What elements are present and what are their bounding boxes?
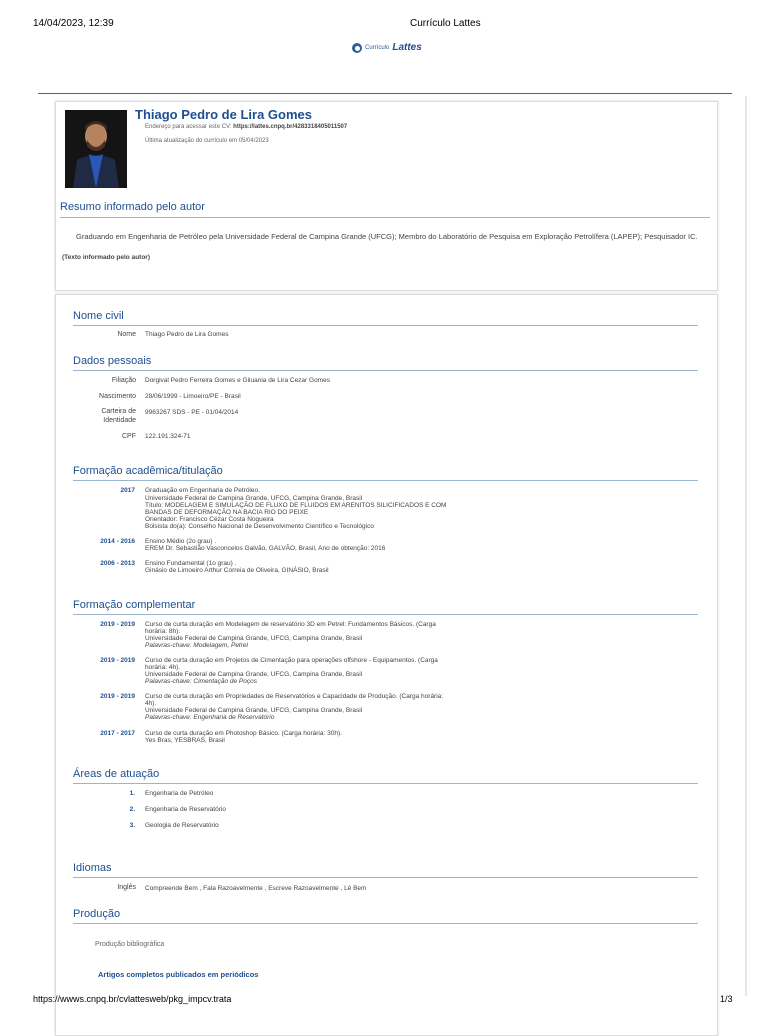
filiation-label: Filiação <box>111 377 136 384</box>
personal-divider <box>73 370 698 371</box>
birth-label: Nascimento <box>99 393 136 400</box>
area-item: Geologia de Reservatório <box>145 822 219 829</box>
course-line: horária: 4h). <box>145 664 181 671</box>
languages-title: Idiomas <box>73 862 112 874</box>
edu-line: Ginásio de Limoeiro Arthur Correia de Oliveira, GINÁSIO, Brasil <box>145 567 329 574</box>
course-line: Curso de curta duração em Photoshop Básico. (Carga horária: 30h). <box>145 730 342 737</box>
civil-name-title: Nome civil <box>73 310 124 322</box>
civil-name-divider <box>73 325 698 326</box>
print-title: Currículo Lattes <box>410 18 481 29</box>
cpf-value: 122.191.324-71 <box>145 433 191 440</box>
course-line: Universidade Federal de Campina Grande, UFCG, Campina Grande, Brasil <box>145 635 363 642</box>
language-value: Compreende Bem , Fala Razoavelmente , Escreve Razoavelmente , Lê Bem <box>145 885 367 892</box>
production-subtitle: Produção bibliográfica <box>95 941 165 948</box>
scrollbar[interactable] <box>745 96 747 996</box>
production-title: Produção <box>73 908 121 920</box>
course-keywords: Palavras-chave: Cimentação de Poços <box>145 678 258 685</box>
edu-line: Bolsista do(a): Conselho Nacional de Desenvolvimento Científico e Tecnológico <box>145 523 374 530</box>
civil-name-value: Thiago Pedro de Lira Gomes <box>145 331 229 338</box>
summary-text: Graduando em Engenharia de Petróleo pela Universidade Federal de Campina Grande (UFCG); Membro do Laboratório de Pesquisa em Exploração Petrolífera (LAPEP); Pesquisador IC. <box>76 232 698 241</box>
cv-address-label: Endereço para acessar este CV: <box>145 124 232 130</box>
area-number: 2. <box>129 806 135 813</box>
id-value: 9963267 SDS - PE - 01/04/2014 <box>145 409 239 416</box>
summary-title: Resumo informado pelo autor <box>60 201 205 213</box>
area-item: Engenharia de Reservatório <box>145 806 226 813</box>
birth-value: 28/06/1999 - Limoeiro/PE - Brasil <box>145 393 241 400</box>
edu-line: Graduação em Engenharia de Petróleo. <box>145 487 260 494</box>
lattes-logo[interactable] <box>352 42 422 53</box>
cv-address <box>145 124 347 130</box>
languages-divider <box>73 877 698 878</box>
area-number: 1. <box>129 790 135 797</box>
print-datetime: 14/04/2023, 12:39 <box>33 18 114 29</box>
edu-line: Orientador: Francisco Cézar Costa Nogueira <box>145 516 274 523</box>
summary-divider <box>60 217 710 218</box>
production-divider <box>73 923 698 924</box>
cv-address-link[interactable]: https://lattes.cnpq.br/4283318405011507 <box>233 124 348 130</box>
edu-line: Título: MODELAGEM E SIMULAÇÃO DE FLUXO DE FLUIDOS EM ARENITOS SILICIFICADOS E COM <box>145 502 447 509</box>
complementary-title: Formação complementar <box>73 599 196 611</box>
last-update: Última atualização do currículo em 05/04/2023 <box>145 138 269 144</box>
logo-small-text: Currículo <box>365 44 390 51</box>
complementary-divider <box>73 614 698 615</box>
course-line: horária: 8h). <box>145 628 181 635</box>
course-keywords: Palavras-chave: Engenharia de Reservatório <box>145 714 275 721</box>
lattes-logo-icon <box>352 43 362 53</box>
id-label-1: Carteira de <box>101 408 136 415</box>
edu-years: 2017 <box>120 487 135 494</box>
area-number: 3. <box>129 822 135 829</box>
language-label: Inglês <box>117 884 136 891</box>
id-label-2: Identidade <box>103 417 136 424</box>
logo-big-text: Lattes <box>392 42 422 53</box>
footer-page: 1/3 <box>720 994 733 1004</box>
course-line: 4h). <box>145 700 157 707</box>
course-line: Curso de curta duração em Propriedades de Reservatórios e Capacidade de Produção. (Carga horária: <box>145 693 444 700</box>
personal-title: Dados pessoais <box>73 355 152 367</box>
areas-divider <box>73 783 698 784</box>
course-line: Curso de curta duração em Projetos de Cimentação para operações offshore - Equipamentos. (Carga <box>145 657 438 664</box>
footer-url: https://wwws.cnpq.br/cvlattesweb/pkg_impcv.trata <box>33 994 232 1004</box>
edu-line: BANDAS DE DEFORMAÇÃO NA BACIA RIO DO PEIXE <box>145 509 309 516</box>
summary-note: (Texto informado pelo autor) <box>62 254 150 261</box>
course-line: Universidade Federal de Campina Grande, UFCG, Campina Grande, Brasil <box>145 671 363 678</box>
production-articles-link[interactable]: Artigos completos publicados em periódicos <box>98 970 259 979</box>
filiation-value: Dorgival Pedro Ferreira Gomes e Giluania de Lira Cezar Gomes <box>145 377 330 384</box>
course-years: 2019 - 2019 <box>100 621 135 628</box>
edu-line: EREM Dr. Sebastião Vasconcelos Galvão, GALVÃO, Brasil, Ano de obtenção: 2016 <box>145 545 386 552</box>
course-line: Yes Bras, YESBRAS, Brasil <box>145 737 225 744</box>
course-years: 2019 - 2019 <box>100 693 135 700</box>
edu-years: 2006 - 2013 <box>100 560 135 567</box>
profile-name: Thiago Pedro de Lira Gomes <box>135 107 312 122</box>
education-title: Formação acadêmica/titulação <box>73 465 223 477</box>
profile-photo <box>65 110 127 188</box>
education-divider <box>73 480 698 481</box>
edu-line: Ensino Médio (2o grau) . <box>145 538 217 545</box>
course-line: Curso de curta duração em Modelagem de reservatório 3D em Petrel: Fundamentos Básicos. (Carga <box>145 621 436 628</box>
areas-title: Áreas de atuação <box>73 768 160 780</box>
course-line: Universidade Federal de Campina Grande, UFCG, Campina Grande, Brasil <box>145 707 363 714</box>
course-years: 2017 - 2017 <box>100 730 135 737</box>
civil-name-label: Nome <box>117 331 136 338</box>
top-divider <box>38 93 732 94</box>
edu-line: Ensino Fundamental (1o grau) . <box>145 560 237 567</box>
course-keywords: Palavras-chave: Modelagem, Petrel <box>145 642 248 649</box>
edu-years: 2014 - 2016 <box>100 538 135 545</box>
edu-line: Universidade Federal de Campina Grande, UFCG, Campina Grande, Brasil <box>145 495 363 502</box>
course-years: 2019 - 2019 <box>100 657 135 664</box>
cpf-label: CPF <box>122 433 136 440</box>
area-item: Engenharia de Petróleo <box>145 790 214 797</box>
